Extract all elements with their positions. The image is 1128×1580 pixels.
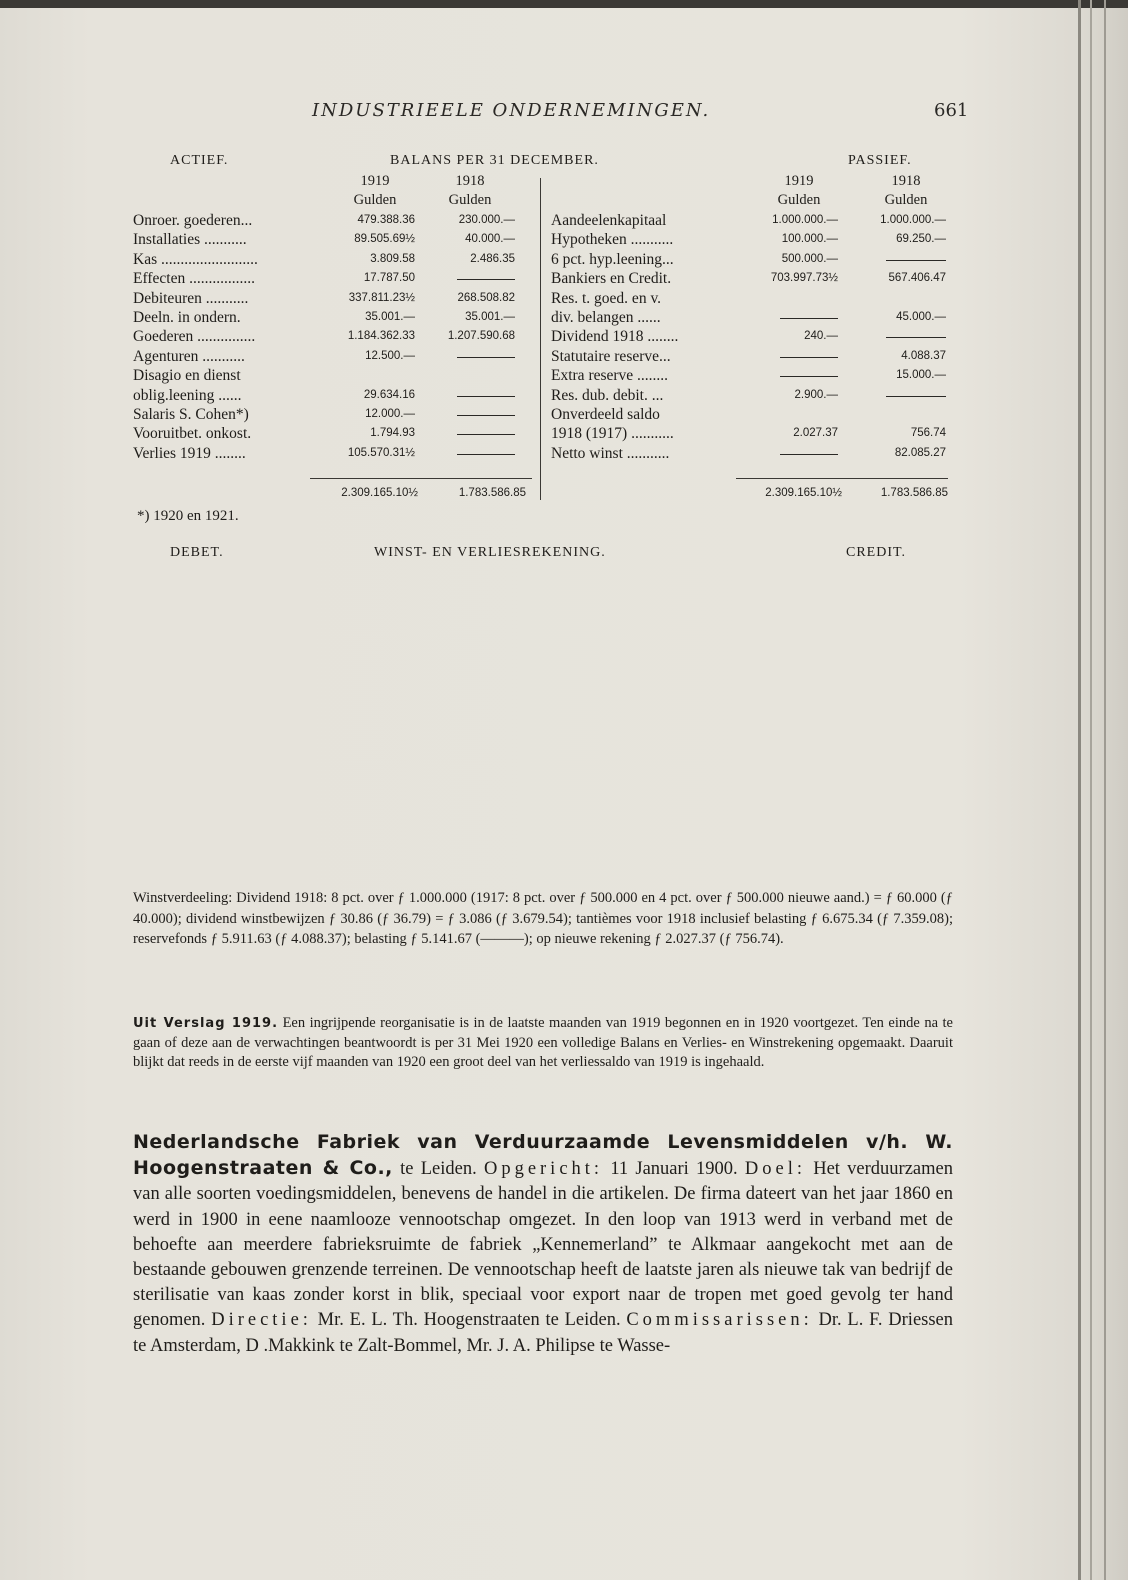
passief-row-value-1918: 567.406.47 xyxy=(888,272,946,285)
column-currency-heading: Gulden xyxy=(353,192,397,208)
passief-row-value-1918: 69.250.— xyxy=(896,233,946,246)
actief-row-value-1918-dash xyxy=(457,415,515,416)
passief-row-value-1919: 2.027.37 xyxy=(793,427,838,440)
actief-row-value-1918: 230.000.— xyxy=(458,214,515,226)
actief-row-label: Goederen ............... xyxy=(133,328,256,346)
page-edge-line xyxy=(1090,0,1092,1580)
table-right-heading: PASSIEF. xyxy=(848,153,912,168)
opgericht-label: Opgericht: xyxy=(483,1159,604,1180)
commissarissen-value: Dr. L. F. Driessen te Amsterdam, D .Makkink te Zalt-Bommel, Mr. J. A. Philipse te Wasse- xyxy=(133,1310,954,1356)
actief-row-value-1919: 17.787.50 xyxy=(363,272,415,285)
column-year-heading: 1918 xyxy=(455,173,485,189)
passief-row-value-1918-dash xyxy=(886,337,946,338)
passief-row-value-1919: 500.000.— xyxy=(781,252,838,265)
page-edge-line xyxy=(1104,0,1106,1580)
page-edge-line xyxy=(1078,0,1081,1580)
actief-row-value-1919: 105.570.31½ xyxy=(347,446,415,459)
table-title: BALANS PER 31 DECEMBER. xyxy=(390,153,599,168)
actief-total-1919: 2.309.165.10½ xyxy=(341,487,418,499)
passief-row-value-1918-dash xyxy=(886,260,946,261)
column-year-heading: 1919 xyxy=(784,173,814,189)
passief-row-label: Res. t. goed. en v. xyxy=(551,289,662,307)
column-currency-heading: Gulden xyxy=(448,192,492,208)
actief-row-value-1919: 89.505.69½ xyxy=(354,233,415,246)
passief-row-value-1919: 1.000.000.— xyxy=(772,214,838,226)
passief-row-label: Statutaire reserve... xyxy=(551,347,671,365)
passief-row-value-1919: 703.997.73½ xyxy=(770,272,838,285)
actief-row-value-1919: 29.634.16 xyxy=(363,388,415,401)
actief-total-1918: 1.783.586.85 xyxy=(458,487,526,499)
passief-row-label: Extra reserve ........ xyxy=(551,367,669,385)
verslag-body: Een ingrijpende reorganisatie is in de laatste maanden van 1919 begonnen en in 1920 voortgezet. Ten einde na te gaan of deze aan de verwachtingen beantwoordt is per 31 Mei 1920 een volledige Balans en Verlies- en Winstrekening opgemaakt. Daaruit blijkt dat reeds in de eerste vijf maanden van 1920 een groot deel van het verliessaldo van 1919 is ingehaald. xyxy=(133,1015,953,1070)
actief-row-label: Vooruitbet. onkost. xyxy=(133,425,252,443)
total-rule xyxy=(310,478,532,479)
passief-row-label: Onverdeeld saldo xyxy=(551,406,660,423)
column-year-heading: 1918 xyxy=(891,173,921,189)
actief-row-value-1919: 35.001.— xyxy=(365,311,415,323)
verslag-paragraph xyxy=(133,1014,953,1073)
company-entry-paragraph xyxy=(133,1130,953,1359)
passief-total-1918: 1.783.586.85 xyxy=(880,487,948,499)
actief-row-label: Effecten ................. xyxy=(133,270,255,288)
verslag-lead: Uit Verslag 1919. xyxy=(133,1016,279,1031)
actief-row-value-1918: 2.486.35 xyxy=(470,252,515,265)
actief-row-value-1919: 479.388.36 xyxy=(357,214,415,226)
passief-row-value-1918-dash xyxy=(886,396,946,397)
actief-row-value-1919: 12.000.— xyxy=(365,408,415,420)
actief-row-value-1918-dash xyxy=(457,357,515,358)
doel-label: Doel: xyxy=(744,1159,806,1180)
table-title: WINST- EN VERLIESREKENING. xyxy=(374,545,606,560)
column-currency-heading: Gulden xyxy=(777,192,821,208)
actief-row-label: Disagio en dienst xyxy=(133,367,241,385)
directie-value: Mr. E. L. Th. Hoogenstraaten te Leiden. xyxy=(311,1310,627,1331)
actief-row-value-1919: 3.809.58 xyxy=(370,252,415,265)
footnote: *) 1920 en 1921. xyxy=(137,508,239,524)
actief-row-value-1918-dash xyxy=(457,279,515,280)
column-currency-heading: Gulden xyxy=(884,192,928,208)
commissarissen-label: Commissarissen: xyxy=(626,1310,813,1331)
actief-row-value-1918-dash xyxy=(457,396,515,397)
table-right-heading: CREDIT. xyxy=(846,545,907,560)
passief-row-label: Bankiers en Credit. xyxy=(551,270,672,288)
passief-row-label: 1918 (1917) ........... xyxy=(551,425,674,443)
passief-row-label: 6 pct. hyp.leening... xyxy=(551,250,674,268)
passief-row-label: Hypotheken ........... xyxy=(551,231,674,249)
passief-row-value-1919: 100.000.— xyxy=(781,233,838,246)
page-number: 661 xyxy=(934,100,969,121)
actief-row-value-1918: 40.000.— xyxy=(465,233,515,246)
directie-label: Directie: xyxy=(211,1310,312,1331)
passief-row-label: Aandeelenkapitaal xyxy=(551,212,667,229)
actief-row-label: Installaties ........... xyxy=(133,231,247,249)
actief-row-value-1919: 1.184.362.33 xyxy=(347,330,415,343)
actief-row-label: Onroer. goederen... xyxy=(133,212,253,229)
passief-row-label: div. belangen ...... xyxy=(551,309,661,326)
doel-value: Het verduurzamen van alle soorten voedingsmiddelen, benevens de handel in die artikelen. De firma dateert van het jaar 1860 en werd in 1900 in eene naamlooze vennootschap omgezet. In den loop van 1913 werd in verband met de behoefte aan meerdere fabrieksruimte de fabriek „Kennemerland” te Alkmaar aangekocht met aan de bestaande gebouwen grenzende terreinen. De vennootschap heeft de laatste jaren als nieuwe tak van bedrijf de sterilisatie van kaas zonder korst in blik, speciaal voor export naar de tropen met goed gevolg ter hand genomen. xyxy=(133,1159,953,1331)
table-divider xyxy=(540,178,541,500)
actief-row-value-1919: 12.500.— xyxy=(365,349,415,362)
running-header-title: INDUSTRIEELE ONDERNEMINGEN. xyxy=(312,100,711,121)
actief-row-value-1918-dash xyxy=(457,434,515,435)
passief-row-value-1918: 1.000.000.— xyxy=(880,214,946,226)
actief-row-value-1918: 35.001.— xyxy=(465,311,515,323)
company-name: Nederlandsche Fabriek van Verduurzaamde Levensmiddelen v/h. W. Hoogenstraaten & Co., xyxy=(133,1131,953,1180)
actief-row-label: Agenturen ........... xyxy=(133,347,245,365)
scan-top-border xyxy=(0,0,1128,8)
passief-total-1919: 2.309.165.10½ xyxy=(765,487,842,499)
table-left-heading: DEBET. xyxy=(170,545,224,560)
actief-row-value-1918-dash xyxy=(457,454,515,455)
passief-row-label: Res. dub. debit. ... xyxy=(551,386,664,404)
actief-row-label: oblig.leening ...... xyxy=(133,386,242,404)
passief-row-label: Dividend 1918 ........ xyxy=(551,328,679,346)
passief-row-value-1918: 15.000.— xyxy=(896,369,946,382)
actief-row-value-1918: 268.508.82 xyxy=(457,291,515,304)
actief-row-value-1919: 1.794.93 xyxy=(370,427,415,440)
passief-row-value-1918: 45.000.— xyxy=(896,311,946,323)
actief-row-label: Salaris S. Cohen*) xyxy=(133,406,249,423)
actief-row-label: Deeln. in ondern. xyxy=(133,309,241,326)
opgericht-value: 11 Januari 1900. xyxy=(603,1159,745,1180)
actief-row-label: Debiteuren ........... xyxy=(133,289,249,307)
passief-row-value-1918: 4.088.37 xyxy=(901,349,946,362)
passief-row-value-1919: 240.— xyxy=(804,330,838,343)
table-left-heading: ACTIEF. xyxy=(170,153,229,168)
company-city: te Leiden. xyxy=(392,1159,484,1180)
actief-row-label: Verlies 1919 ........ xyxy=(133,444,246,462)
actief-row-label: Kas ......................... xyxy=(133,250,258,268)
passief-row-value-1918: 82.085.27 xyxy=(894,446,946,459)
winstverdeeling-paragraph: Winstverdeeling: Dividend 1918: 8 pct. over ƒ 1.000.000 (1917: 8 pct. over ƒ 500.000 en 4 pct. over ƒ 500.000 nieuwe aand.) = ƒ 60.000 (ƒ 40.000); dividend winstbewijzen ƒ 30.86 (ƒ 36.79) = ƒ 3.086 (ƒ 3.679.54); tantièmes voor 1918 inclusief belasting ƒ 6.675.34 (ƒ 7.359.08); reservefonds ƒ 5.911.63 (ƒ 4.088.37); belasting ƒ 5.141.67 (———); op nieuwe rekening ƒ 2.027.37 (ƒ 756.74). xyxy=(133,890,953,947)
actief-row-value-1919: 337.811.23½ xyxy=(348,291,415,304)
passief-row-value-1918: 756.74 xyxy=(910,427,946,440)
total-rule xyxy=(736,478,948,479)
passief-row-value-1919: 2.900.— xyxy=(794,388,838,401)
column-year-heading: 1919 xyxy=(360,173,390,189)
actief-row-value-1918: 1.207.590.68 xyxy=(447,330,515,343)
passief-row-label: Netto winst ........... xyxy=(551,444,670,462)
